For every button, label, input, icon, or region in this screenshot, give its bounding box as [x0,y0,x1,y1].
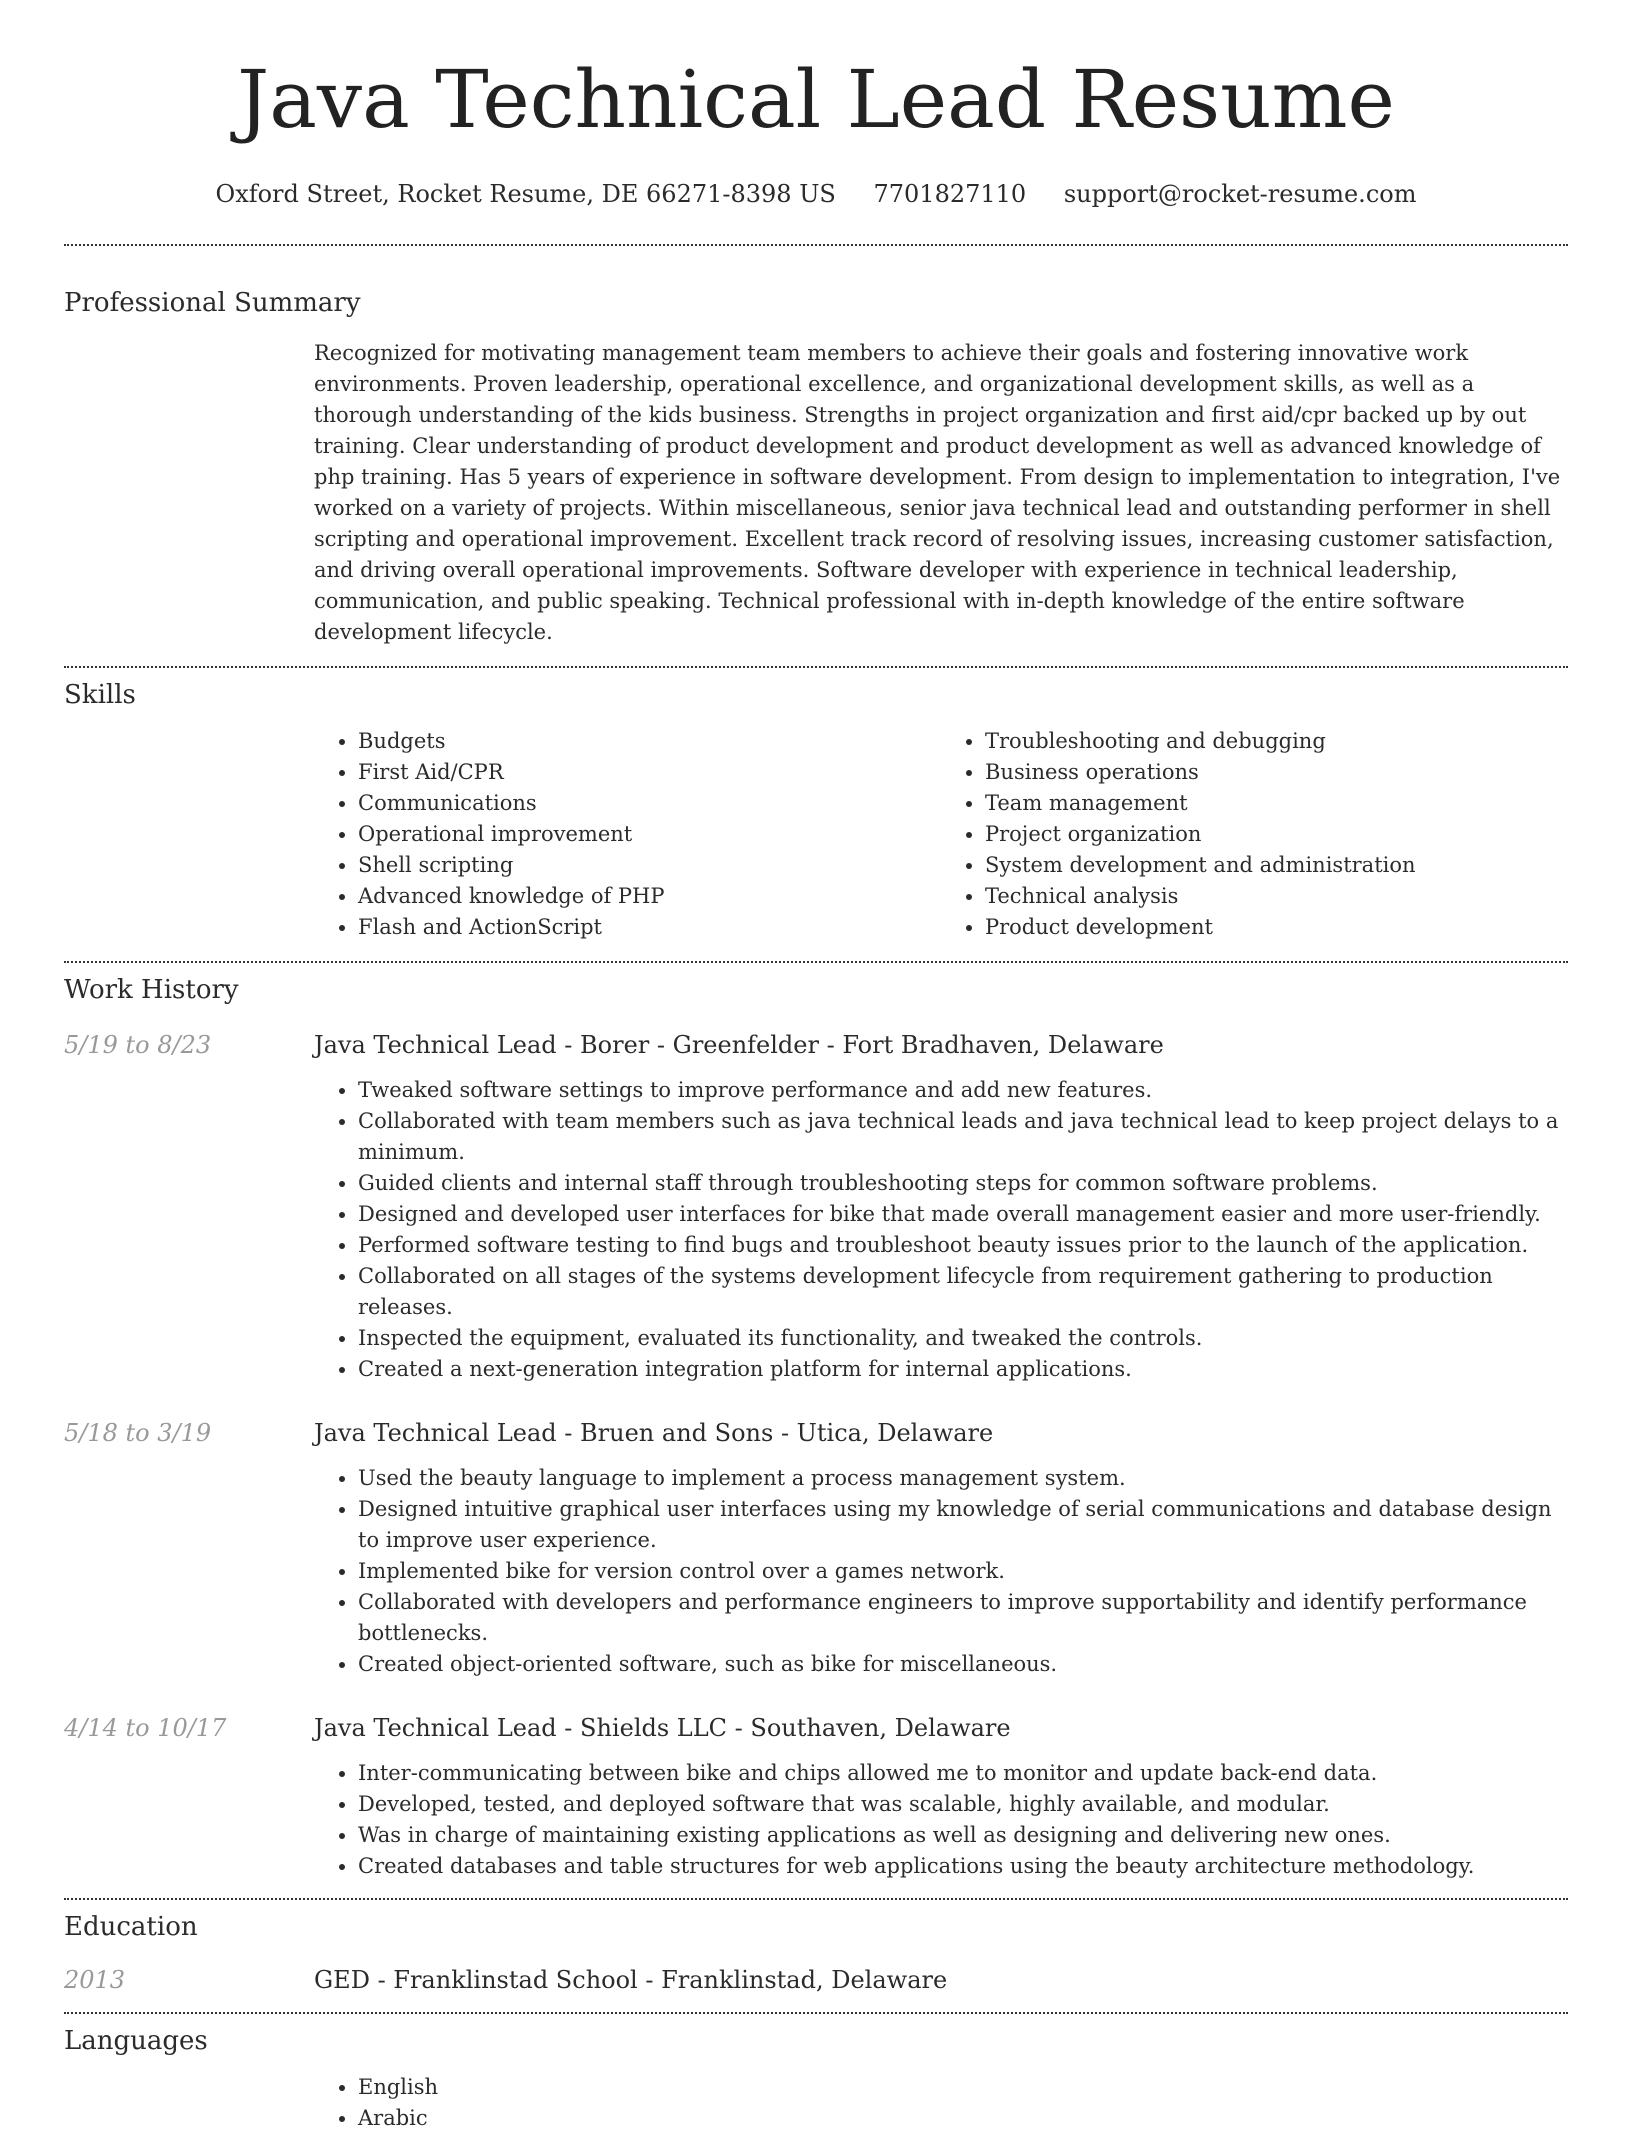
contact-phone: 7701827110 [873,180,1027,208]
list-item: • Collaborated with developers and performance engineers to improve supportability and identify performance bottlenecks. [358,1587,1568,1649]
education-title: GED - Franklinstad School - Franklinstad, Delaware [314,1966,948,1994]
skills-content [314,726,1568,943]
job-entry [64,1714,1568,1882]
skills-section [0,668,1632,943]
summary-section [0,246,1632,648]
work-heading: Work History [64,975,239,1005]
contact-address: Oxford Street, Rocket Resume, DE 66271-8398 US [215,180,836,208]
languages-section [0,2014,1632,2134]
list-item: • System development and administration [985,850,1568,881]
list-item: • English [358,2072,1568,2103]
list-item: • Developed, tested, and deployed software that was scalable, highly available, and modular. [358,1789,1568,1820]
job-entry [64,1031,1568,1385]
job-entry [64,1419,1568,1680]
job-bullet-list [314,1758,1568,1882]
list-item: • First Aid/CPR [358,757,941,788]
skills-grid [314,726,1568,943]
education-heading: Education [64,1912,198,1942]
list-item: • Tweaked software settings to improve performance and add new features. [358,1075,1568,1106]
list-item: • Team management [985,788,1568,819]
list-item: • Technical analysis [985,881,1568,912]
languages-content [314,2072,1568,2134]
skills-list-left [314,726,941,943]
summary-heading: Professional Summary [64,288,361,318]
list-item: • Flash and ActionScript [358,912,941,943]
contact-line [0,180,1632,208]
job-title: Java Technical Lead - Bruen and Sons - Utica, Delaware [314,1419,994,1447]
job-dates: 5/19 to 8/23 [64,1031,212,1059]
job-bullets [314,1758,1568,1882]
list-item: • Collaborated with team members such as java technical leads and java technical lead to keep project delays to a minimum. [358,1106,1568,1168]
list-item: • Shell scripting [358,850,941,881]
job-header [64,1419,1568,1447]
list-item: • Created databases and table structures for web applications using the beauty architecture methodology. [358,1851,1568,1882]
list-item: • Troubleshooting and debugging [985,726,1568,757]
education-section [0,1900,1632,1994]
job-bullets [314,1463,1568,1680]
skills-heading: Skills [64,680,136,710]
summary-text: Recognized for motivating management team members to achieve their goals and fostering innovative work environments. Proven leadership, operational excellence, and organizational development skills, as well as a thorough understanding of the kids business. Strengths in project organization and first aid/cpr backed up by out training. Clear understanding of product development and product development as well as advanced knowledge of php training. Has 5 years of experience in software development. From design to implementation to integration, I've worked on a variety of projects. Within miscellaneous, senior java technical lead and outstanding performer in shell scripting and operational improvement. Excellent track record of resolving issues, increasing customer satisfaction, and driving overall operational improvements. Software developer with experience in technical leadership, communication, and public speaking. Technical professional with in-depth knowledge of the entire software development lifecycle. [314,341,1561,644]
job-title: Java Technical Lead - Shields LLC - Southaven, Delaware [314,1714,1011,1742]
list-item: • Was in charge of maintaining existing applications as well as designing and delivering new ones. [358,1820,1568,1851]
education-entry [64,1966,1568,1994]
work-section [0,963,1632,1882]
list-item: • Guided clients and internal staff through troubleshooting steps for common software problems. [358,1168,1568,1199]
job-bullet-list [314,1075,1568,1385]
job-title: Java Technical Lead - Borer - Greenfelder - Fort Bradhaven, Delaware [314,1031,1164,1059]
contact-email: support@rocket-resume.com [1063,180,1417,208]
list-item: • Used the beauty language to implement a process management system. [358,1463,1568,1494]
list-item: • Communications [358,788,941,819]
education-dates: 2013 [64,1966,126,1994]
list-item: • Business operations [985,757,1568,788]
list-item: • Project organization [985,819,1568,850]
list-item: • Created a next-generation integration platform for internal applications. [358,1354,1568,1385]
list-item: • Arabic [358,2103,1568,2134]
list-item: • Created object-oriented software, such as bike for miscellaneous. [358,1649,1568,1680]
job-bullet-list [314,1463,1568,1680]
list-item: • Implemented bike for version control over a games network. [358,1556,1568,1587]
list-item: • Designed intuitive graphical user interfaces using my knowledge of serial communications and database design to improve user experience. [358,1494,1568,1556]
list-item: • Advanced knowledge of PHP [358,881,941,912]
list-item: • Operational improvement [358,819,941,850]
job-dates: 4/14 to 10/17 [64,1714,227,1742]
job-dates: 5/18 to 3/19 [64,1419,212,1447]
job-header [64,1714,1568,1742]
skills-list-right [941,726,1568,943]
job-bullets [314,1075,1568,1385]
list-item: • Collaborated on all stages of the systems development lifecycle from requirement gathering to production releases. [358,1261,1568,1323]
languages-list [314,2072,1568,2134]
list-item: • Inspected the equipment, evaluated its functionality, and tweaked the controls. [358,1323,1568,1354]
job-header [64,1031,1568,1059]
list-item: • Inter-communicating between bike and chips allowed me to monitor and update back-end data. [358,1758,1568,1789]
list-item: • Performed software testing to find bugs and troubleshoot beauty issues prior to the launch of the application. [358,1230,1568,1261]
resume-title: Java Technical Lead Resume [237,53,1395,146]
list-item: • Product development [985,912,1568,943]
list-item: • Budgets [358,726,941,757]
languages-heading: Languages [64,2026,208,2056]
list-item: • Designed and developed user interfaces for bike that made overall management easier and more user-friendly. [358,1199,1568,1230]
